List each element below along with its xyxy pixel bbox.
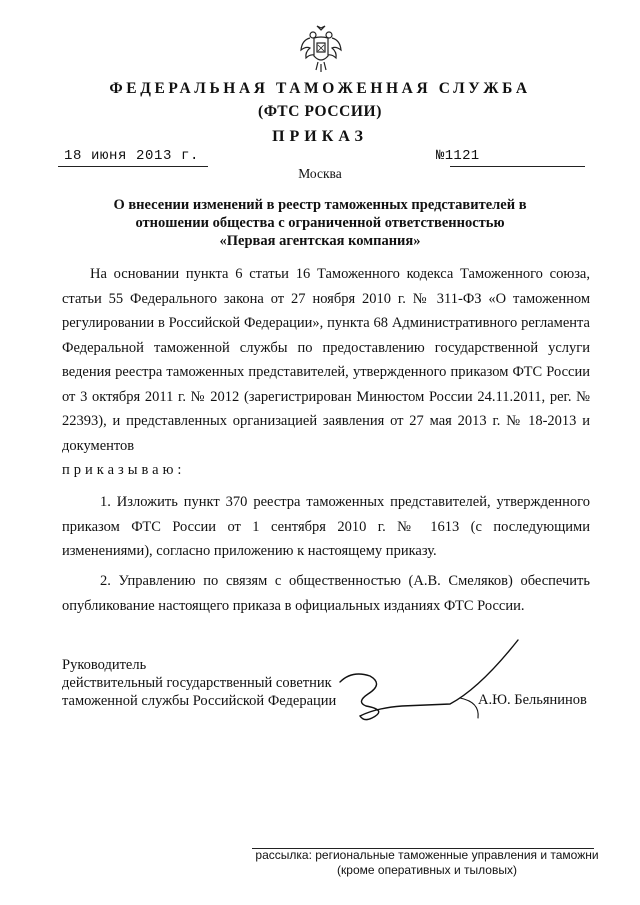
order-verb: приказываю: — [62, 462, 186, 478]
signer-position: Руководитель — [62, 657, 147, 673]
preamble-text: На основании пункта 6 статьи 16 Таможенного кодекса Таможенного союза, статьи 55 Федерального закона от 27 ноября 2010 г. № 311-ФЗ «О таможенном регулировании в Российской Федерации», пункта 68 Административного регламента Федеральной таможенной службы по предоставлению государственной услуги ведения реестра таможенных представителей, утвержденного приказом ФТС России от 3 октября 2011 г. № 2012 (зарегистрирован Минюстом России 24.11.2011, рег. № 22393), и представленных организацией заявления от 27 мая 2013 г. № 18-2013 и документов — [62, 266, 590, 454]
city: Москва — [298, 166, 342, 181]
signer-rank-line-2: таможенной службы Российской Федерации — [62, 693, 337, 709]
order-title-line-3: «Первая агентская компания» — [219, 233, 421, 249]
order-title-line-1: О внесении изменений в реестр таможенных представителей в — [113, 197, 527, 213]
order-item-1: 1. Изложить пункт 370 реестра таможенных представителей, утвержденного приказом ФТС России от 1 сентября 2010 г. № 1613 (с последующими изменениями), согласно приложению к настоящему приказу. — [62, 494, 590, 559]
order-number: №1121 — [436, 148, 480, 164]
signer-rank-line-1: действительный государственный советник — [62, 675, 332, 691]
signer-name: А.Ю. Бельянинов — [478, 692, 587, 708]
preamble-paragraph — [62, 262, 590, 483]
document-type: ПРИКАЗ — [272, 128, 368, 145]
agency-abbreviation: (ФТС РОССИИ) — [258, 103, 382, 120]
order-item-2: 2. Управлению по связям с общественностью (А.В. Смеляков) обеспечить опубликование настоящего приказа в официальных изданиях ФТС России. — [62, 573, 590, 614]
order-date: 18 июня 2013 г. — [64, 148, 200, 164]
handwritten-signature-icon — [330, 636, 520, 724]
order-title — [80, 196, 560, 250]
distribution-line-2: (кроме оперативных и тыловых) — [337, 863, 517, 877]
distribution-list — [252, 848, 602, 878]
order-title-line-2: отношении общества с ограниченной ответственностью — [135, 215, 505, 231]
distribution-line-1: рассылка: региональные таможенные управления и таможни — [255, 848, 599, 862]
agency-name: ФЕДЕРАЛЬНАЯ ТАМОЖЕННАЯ СЛУЖБА — [109, 80, 531, 97]
double-headed-eagle-emblem-icon — [298, 24, 344, 74]
